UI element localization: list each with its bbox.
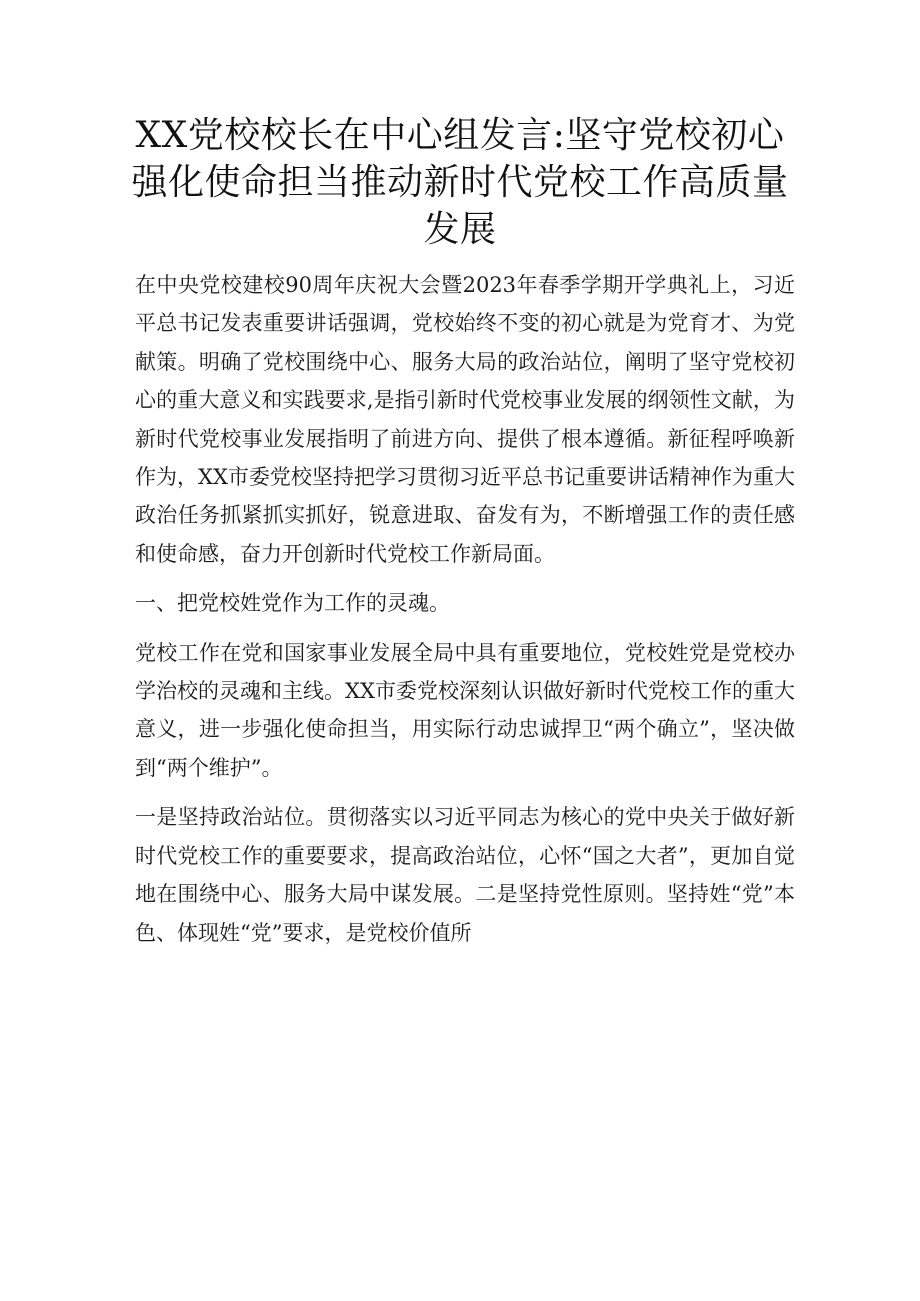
section-heading-1: 一、把党校姓党作为工作的灵魂。 [135,591,450,616]
paragraph-section-1: 党校工作在党和国家事业发展全局中具有重要地位，党校姓党是党校办学治校的灵魂和主线。XX市委党校深刻认识做好新时代党校工作的重大意义，进一步强化使命担当，用实际行动忠诚捍卫“两个确立”，坚决做到“两个维护”。 [135,640,795,780]
document-title: XX党校校长在中心组发言:坚守党校初心强化使命担当推动新时代党校工作高质量发展 [131,115,789,250]
document-body [135,266,795,963]
paragraph-points: 一是坚持政治站位。贯彻落实以习近平同志为核心的党中央关于做好新时代党校工作的重要要求，提高政治站位，心怀“国之大者”，更加自觉地在围绕中心、服务大局中谋发展。二是坚持党性原则。坚持姓“党”本色、体现姓“党”要求，是党校价值所 [135,805,795,945]
paragraph-intro: 在中央党校建校90周年庆祝大会暨2023年春季学期开学典礼上，习近平总书记发表重要讲话强调，党校始终不变的初心就是为党育才、为党献策。明确了党校围绕中心、服务大局的政治站位，阐明了坚守党校初心的重大意义和实践要求,是指引新时代党校事业发展的纲领性文献，为新时代党校事业发展指明了前进方向、提供了根本遵循。新征程呼唤新作为，XX市委党校坚持把学习贯彻习近平总书记重要讲话精神作为重大政治任务抓紧抓实抓好，锐意进取、奋发有为，不断增强工作的责任感和使命感，奋力开创新时代党校工作新局面。 [135,273,795,566]
